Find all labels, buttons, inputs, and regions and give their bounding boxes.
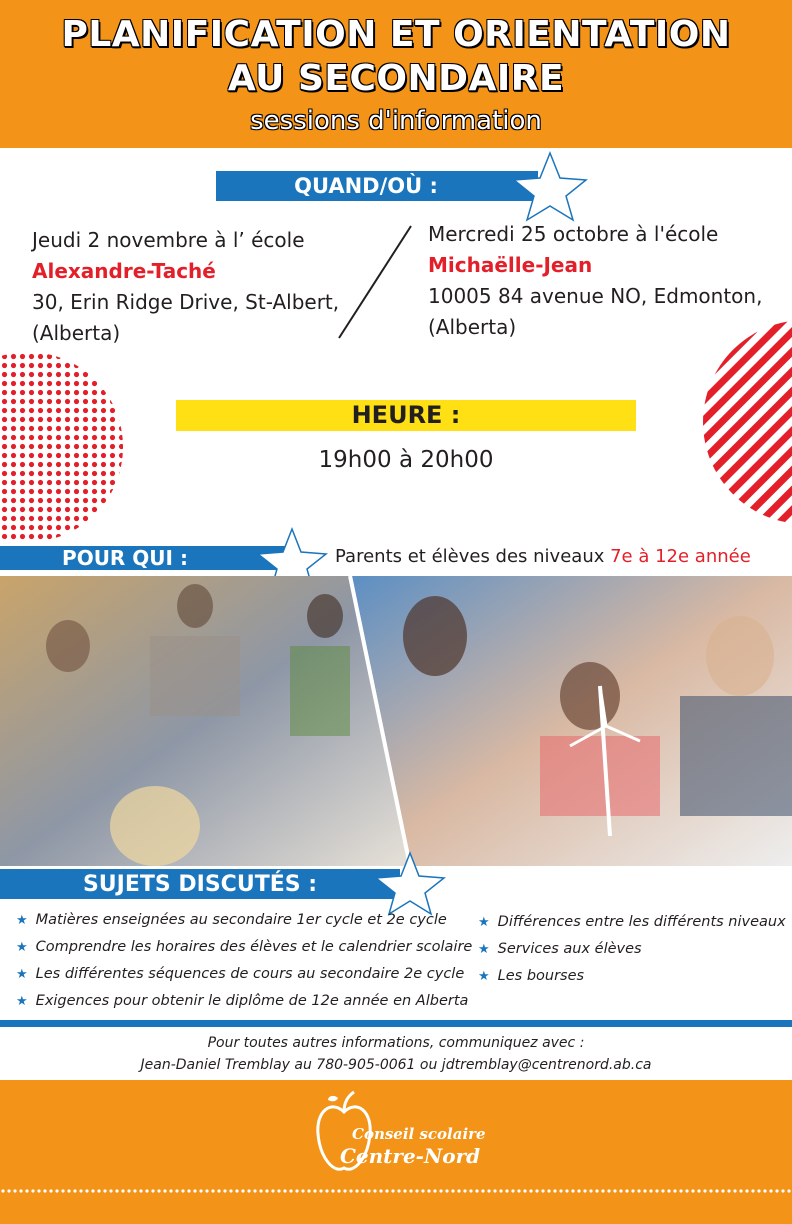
time-bar <box>176 400 636 431</box>
topics-left-list <box>16 907 486 1015</box>
star-icon <box>512 150 592 222</box>
star-bullet-icon: ★ <box>478 969 490 984</box>
topics-heading: SUJETS DISCUTÉS : <box>82 872 318 897</box>
page-title-line1: PLANIFICATION ET ORIENTATION <box>61 14 731 55</box>
blue-divider <box>0 1020 792 1027</box>
star-bullet-icon: ★ <box>478 915 490 930</box>
list-item: ★ Les bourses <box>478 968 585 984</box>
page-subtitle: sessions d'information <box>250 106 542 136</box>
star-bullet-icon: ★ <box>16 913 28 928</box>
list-item: ★ Les différentes séquences de cours au secondaire 2e cycle <box>16 966 465 982</box>
audience-description: Parents et élèves des niveaux <box>335 546 611 567</box>
page-title-line2: AU SECONDAIRE <box>227 58 565 99</box>
session-1-address-line2: (Alberta) <box>32 321 121 345</box>
footer-logo <box>340 1123 500 1167</box>
session-2-date: Mercredi 25 octobre à l'école <box>428 222 719 246</box>
red-dot-pattern <box>0 352 125 542</box>
session-1 <box>32 225 372 349</box>
logo-text-line2: Centre-Nord <box>340 1144 481 1168</box>
footer-dot-border <box>0 1186 792 1196</box>
contact-block <box>0 1032 792 1076</box>
star-bullet-icon: ★ <box>16 967 28 982</box>
star-bullet-icon: ★ <box>16 994 28 1009</box>
list-item: ★ Services aux élèves <box>478 941 642 957</box>
audience-bar <box>0 546 285 570</box>
when-where-bar <box>216 171 538 201</box>
list-item: ★ Différences entre les différents niveaux <box>478 914 786 930</box>
photo-collage <box>0 576 792 866</box>
list-item: ★ Comprendre les horaires des élèves et le calendrier scolaire <box>16 939 473 955</box>
topics-right-list <box>478 909 788 990</box>
divider-slash <box>335 222 415 342</box>
audience-levels: 7e à 12e année <box>610 546 751 567</box>
star-bullet-icon: ★ <box>478 942 490 957</box>
contact-line1: Pour toutes autres informations, communiquez avec : <box>207 1035 585 1051</box>
red-stripe-circle <box>700 320 792 525</box>
when-where-heading: QUAND/OÙ : <box>294 174 438 198</box>
session-2-address-line2: (Alberta) <box>428 315 517 339</box>
logo-text-line1: Conseil scolaire <box>352 1125 486 1143</box>
audience-heading: POUR QUI : <box>62 546 188 570</box>
time-value: 19h00 à 20h00 <box>318 447 494 473</box>
topics-bar <box>0 869 400 899</box>
session-2-address-line1: 10005 84 avenue NO, Edmonton, <box>428 284 763 308</box>
session-1-address-line1: 30, Erin Ridge Drive, St-Albert, <box>32 290 340 314</box>
audience-text <box>335 546 751 567</box>
star-bullet-icon: ★ <box>16 940 28 955</box>
session-1-school: Alexandre-Taché <box>32 259 216 283</box>
session-2-school: Michaëlle-Jean <box>428 253 593 277</box>
contact-line2: Jean-Daniel Tremblay au 780-905-0061 ou jdtremblay@centrenord.ab.ca <box>140 1057 652 1073</box>
list-item: ★ Matières enseignées au secondaire 1er cycle et 2e cycle <box>16 912 447 928</box>
session-1-date: Jeudi 2 novembre à l’ école <box>32 228 305 252</box>
list-item: ★ Exigences pour obtenir le diplôme de 12e année en Alberta <box>16 993 469 1009</box>
time-heading: HEURE : <box>351 401 461 429</box>
